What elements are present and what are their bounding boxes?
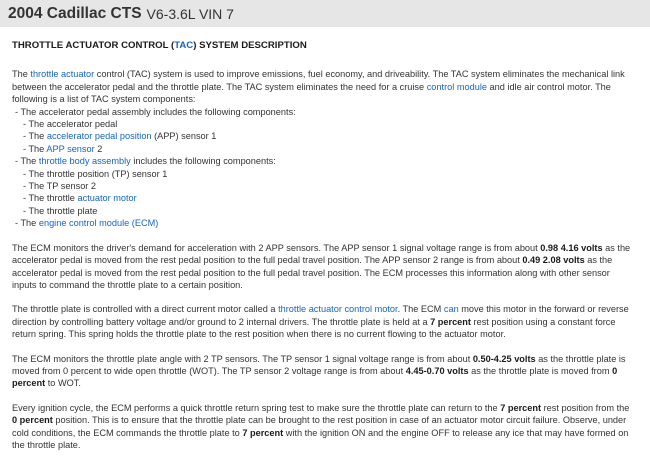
text: control (TAC) system is used to improve emissions, fuel economy, and driveability. The TAC system eliminates the mechanical link between the accelerator pedal and the throttle plate. The TAC system eliminates the need for a cruise (12, 69, 625, 92)
text: . The ECM (397, 304, 444, 315)
text: and idle air control motor. The following is a list of TAC system components: (12, 81, 611, 105)
text: The (12, 69, 31, 80)
text: The ECM monitors the throttle plate angle with 2 TP sensors. The TP sensor 1 signal voltage range is from about (12, 353, 473, 364)
text: 2 (94, 143, 103, 154)
app1-voltage-range: 0.98 4.16 volts (540, 242, 603, 253)
rest-position-value: 7 percent (500, 402, 542, 413)
actuator-motor-link[interactable]: actuator motor (77, 193, 137, 204)
list-item: - The throttle plate (23, 205, 98, 216)
text: as the accelerator pedal is moved from the rest pedal position to the full pedal travel position. The APP sensor 2 range is from about (12, 242, 631, 266)
text: move this motor in the forward or reverse direction by controlling battery voltage and/or ground to 2 internal drivers. The throttle plate is held at a (12, 304, 629, 327)
text: rest position using a constant force return spring. This spring holds the throttle plate to the rest position when there is no current flowing to the actuator motor. (12, 316, 616, 340)
component-list (12, 106, 636, 230)
list-item: - The accelerator pedal (23, 119, 118, 130)
section-title-part: ) SYSTEM DESCRIPTION (193, 40, 307, 51)
page-header (0, 0, 650, 27)
list-item (12, 155, 636, 167)
text: - The (23, 143, 47, 154)
list-item: - The TP sensor 2 (23, 181, 97, 192)
tp1-voltage-range: 0.50-4.25 volts (472, 353, 536, 364)
engine-control-module-link[interactable]: engine control module (ECM) (38, 218, 159, 229)
text: as the accelerator pedal is moved from the rest pedal position to the full pedal travel position. The ECM processes this information along with other sensor inputs to command the throttle plate to a certain position. (12, 255, 613, 290)
text: (APP) sensor 1 (151, 131, 217, 142)
text: - The (23, 131, 47, 142)
rest-position-value: 7 percent (430, 316, 471, 327)
can-link[interactable]: can (443, 304, 459, 315)
list-item: - The throttle position (TP) sensor 1 (23, 168, 168, 179)
throttle-actuator-link[interactable]: throttle actuator (30, 69, 95, 80)
text: includes the following components: (130, 156, 276, 167)
text: position. This is to ensure that the throttle plate can be brought to the rest position in case of an actuator motor circuit failure. Observe, under cold conditions, the ECM commands the throttle plate to (12, 415, 627, 438)
text: The throttle plate is controlled with a direct current motor called a (12, 304, 279, 315)
text: - The (15, 156, 39, 167)
app2-voltage-range: 0.49 2.08 volts (522, 255, 585, 266)
list-item (12, 217, 636, 229)
text: The ECM monitors the driver's demand for acceleration with 2 APP sensors. The APP sensor 1 signal voltage range is from about (12, 242, 541, 253)
text: as the throttle plate is moved from (468, 365, 613, 376)
list-item (12, 130, 636, 142)
ice-release-value: 7 percent (242, 427, 284, 438)
throttle-motor-paragraph (12, 303, 636, 340)
text: as the throttle plate is moved from 0 percent to wide open throttle (WOT). The TP sensor 2 voltage range is from about (12, 353, 626, 376)
text: rest position from the (541, 402, 630, 413)
control-module-link[interactable]: control module (426, 81, 487, 92)
intro-paragraph (12, 68, 636, 105)
throttle-body-assembly-link[interactable]: throttle body assembly (38, 156, 131, 167)
tac-link[interactable]: TAC (174, 40, 194, 51)
article-body (0, 27, 636, 451)
text: - The throttle (23, 193, 78, 204)
text: Every ignition cycle, the ECM performs a quick throttle return spring test to make sure the throttle plate can return to the (12, 402, 501, 413)
zero-percent-value: 0 percent (12, 415, 53, 426)
spring-test-paragraph (12, 402, 636, 452)
engine-subtitle: V6-3.6L VIN 7 (146, 5, 234, 22)
app-sensor-link[interactable]: APP sensor (46, 143, 95, 154)
list-item: - The accelerator pedal assembly includes the following components: (15, 106, 296, 117)
accelerator-pedal-position-link[interactable]: accelerator pedal position (46, 131, 152, 142)
throttle-actuator-control-motor-link[interactable]: throttle actuator control motor (278, 304, 398, 315)
list-item (12, 143, 636, 155)
tp2-voltage-range: 4.45-0.70 volts (405, 365, 469, 376)
text: to WOT. (45, 378, 81, 389)
section-title (12, 40, 636, 52)
text: with the ignition ON and the engine OFF to release any ice that may have formed on the throttle plate. (12, 427, 629, 450)
text: - The (15, 218, 39, 229)
list-item (12, 192, 636, 204)
app-sensor-paragraph (12, 242, 636, 292)
zero-percent-value: 0 percent (12, 365, 618, 389)
tp-sensor-paragraph (12, 353, 636, 390)
section-title-part: THROTTLE ACTUATOR CONTROL ( (12, 40, 175, 51)
vehicle-title: 2004 Cadillac CTS (8, 4, 142, 22)
